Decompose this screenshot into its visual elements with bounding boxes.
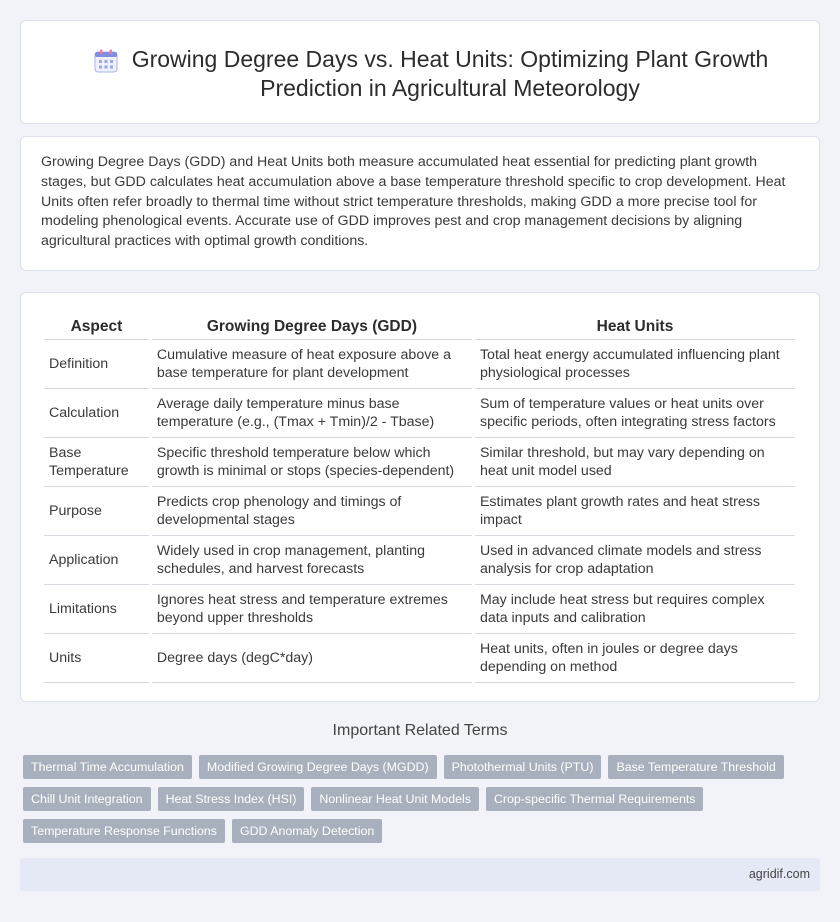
table-row xyxy=(44,340,795,389)
header-heat-units: Heat Units xyxy=(475,309,795,340)
row-gdd: Widely used in crop management, planting schedules, and harvest forecasts xyxy=(152,536,472,585)
related-term-tag[interactable]: Base Temperature Threshold xyxy=(608,755,783,779)
row-aspect: Base Temperature xyxy=(44,438,149,487)
related-term-tag[interactable]: Heat Stress Index (HSI) xyxy=(158,787,305,811)
row-aspect: Units xyxy=(44,634,149,683)
title-card xyxy=(20,20,820,124)
row-aspect: Calculation xyxy=(44,389,149,438)
footer-site-link[interactable]: agridif.com xyxy=(748,867,810,881)
row-gdd: Average daily temperature minus base temperature (e.g., (Tmax + Tmin)/2 - Tbase) xyxy=(152,389,472,438)
row-aspect: Purpose xyxy=(44,487,149,536)
table-row xyxy=(44,536,795,585)
summary-card xyxy=(20,136,820,271)
row-heat-units: Used in advanced climate models and stress analysis for crop adaptation xyxy=(475,536,795,585)
table-row xyxy=(44,487,795,536)
row-heat-units: Total heat energy accumulated influencing plant physiological processes xyxy=(475,340,795,389)
footer xyxy=(20,858,820,891)
row-gdd: Specific threshold temperature below which growth is minimal or stops (species-dependent) xyxy=(152,438,472,487)
page-title: Growing Degree Days vs. Heat Units: Optimizing Plant Growth Prediction in Agricultural Meteorology xyxy=(131,46,769,101)
related-terms-list xyxy=(23,755,803,843)
comparison-table-card xyxy=(20,292,820,702)
row-gdd: Degree days (degC*day) xyxy=(152,634,472,683)
comparison-table xyxy=(41,309,798,683)
related-term-tag[interactable]: GDD Anomaly Detection xyxy=(232,819,382,843)
row-aspect: Limitations xyxy=(44,585,149,634)
table-row xyxy=(44,634,795,683)
related-term-tag[interactable]: Temperature Response Functions xyxy=(23,819,225,843)
summary-text: Growing Degree Days (GDD) and Heat Units both measure accumulated heat essential for predicting plant growth stages, but GDD calculates heat accumulation above a base temperature threshold specific to crop development. Heat Units often refer broadly to thermal time without strict temperature thresholds, making GDD a more precise tool for modeling phenological events. Accurate use of GDD improves pest and crop management decisions by aligning agricultural practices with optimal growth conditions. xyxy=(41,154,786,250)
table-row xyxy=(44,389,795,438)
related-term-tag[interactable]: Crop-specific Thermal Requirements xyxy=(486,787,704,811)
header-gdd: Growing Degree Days (GDD) xyxy=(152,309,472,340)
row-gdd: Ignores heat stress and temperature extremes beyond upper thresholds xyxy=(152,585,472,634)
row-heat-units: Estimates plant growth rates and heat stress impact xyxy=(475,487,795,536)
related-term-tag[interactable]: Chill Unit Integration xyxy=(23,787,151,811)
related-terms-title: Important Related Terms xyxy=(332,722,508,739)
table-row xyxy=(44,438,795,487)
related-term-tag[interactable]: Photothermal Units (PTU) xyxy=(444,755,602,779)
related-term-tag[interactable]: Nonlinear Heat Unit Models xyxy=(311,787,479,811)
row-heat-units: Similar threshold, but may vary depending on heat unit model used xyxy=(475,438,795,487)
header-aspect: Aspect xyxy=(44,309,149,340)
row-aspect: Application xyxy=(44,536,149,585)
row-heat-units: Sum of temperature values or heat units over specific periods, often integrating stress factors xyxy=(475,389,795,438)
related-term-tag[interactable]: Modified Growing Degree Days (MGDD) xyxy=(199,755,437,779)
row-aspect: Definition xyxy=(44,340,149,389)
row-heat-units: Heat units, often in joules or degree days depending on method xyxy=(475,634,795,683)
table-header-row xyxy=(44,309,795,340)
row-heat-units: May include heat stress but requires complex data inputs and calibration xyxy=(475,585,795,634)
row-gdd: Cumulative measure of heat exposure above a base temperature for plant development xyxy=(152,340,472,389)
related-term-tag[interactable]: Thermal Time Accumulation xyxy=(23,755,192,779)
row-gdd: Predicts crop phenology and timings of developmental stages xyxy=(152,487,472,536)
table-row xyxy=(44,585,795,634)
